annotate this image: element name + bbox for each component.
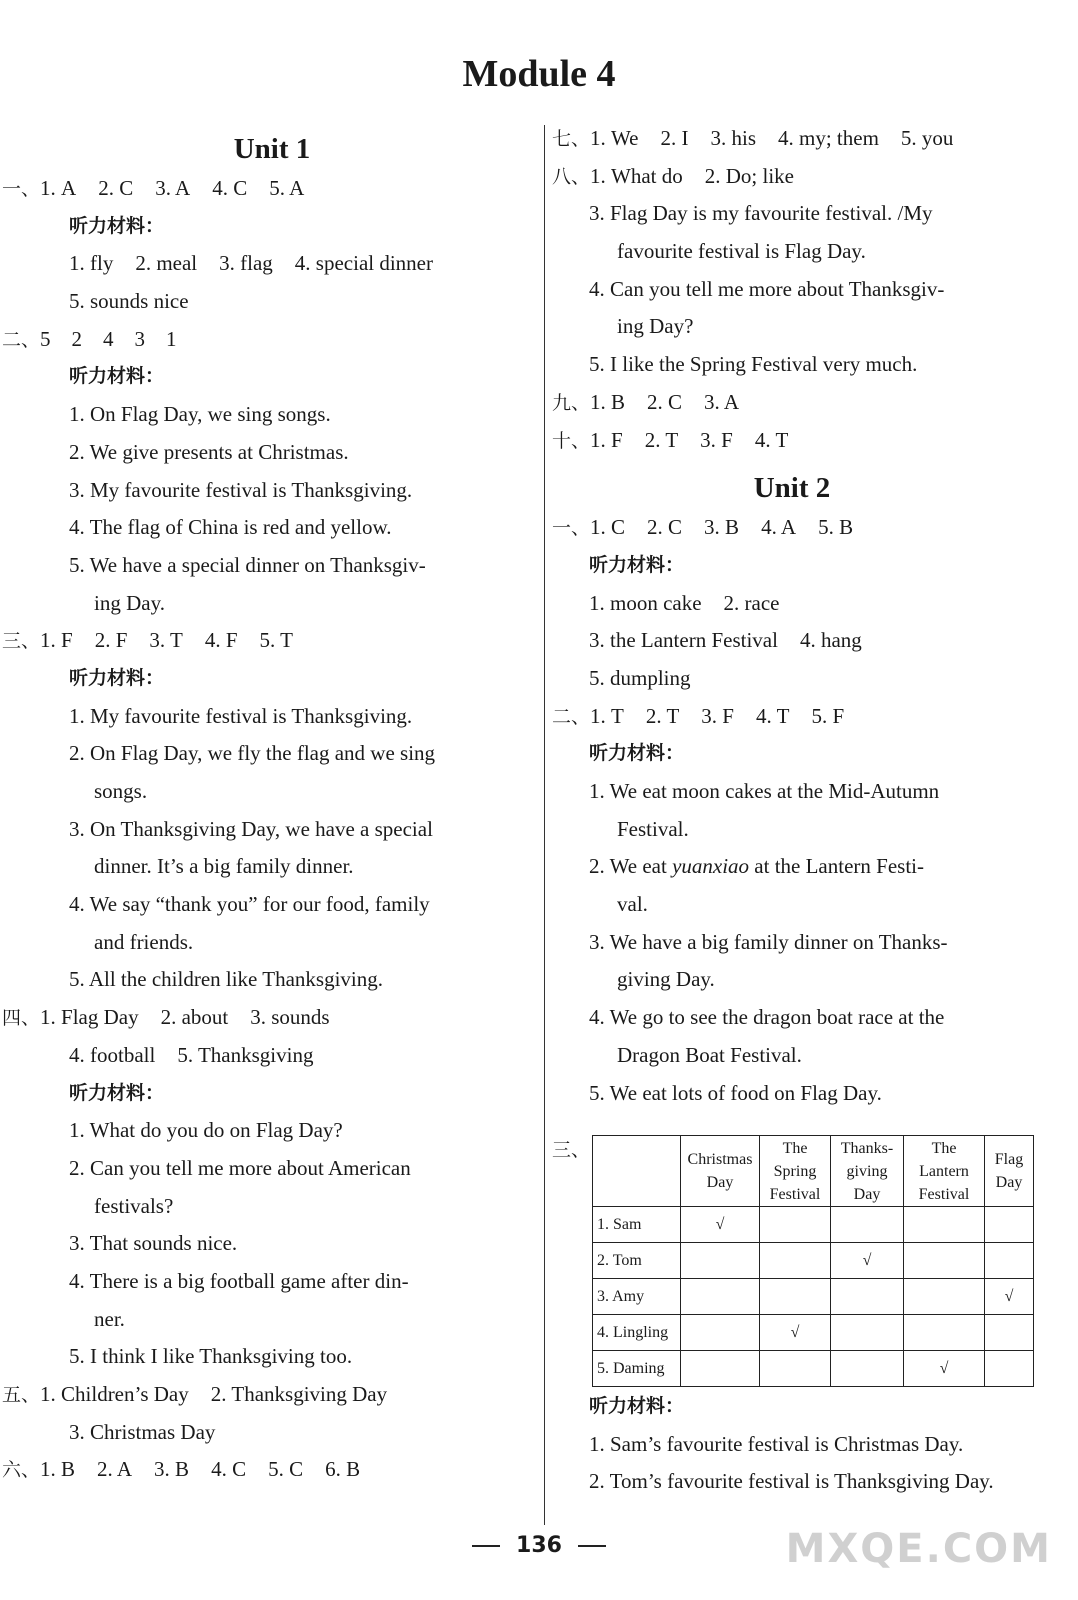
- check-cell: [831, 1207, 904, 1243]
- right-column: [552, 120, 1052, 1494]
- table-col-header: Christmas Day: [681, 1136, 760, 1207]
- listening-label: 听力材料：: [69, 1081, 165, 1104]
- u1-s2-script-3: 3. My favourite festival is Thanksgiving.: [69, 477, 413, 502]
- u1-s2-answers: 二、5 2 4 3 1: [2, 326, 177, 351]
- u1-s2-script-5b: ing Day.: [94, 590, 165, 615]
- u1-s6-answers: 六、1. B 2. A 3. B 4. C 5. C 6. B: [2, 1457, 361, 1482]
- u1-s3-script-5: 5. All the children like Thanksgiving.: [69, 967, 383, 992]
- watermark-logo: MXQE.COM: [785, 1526, 1052, 1572]
- u2-s1-answers: 一、1. C 2. C 3. B 4. A 5. B: [552, 515, 854, 540]
- check-cell: [904, 1279, 985, 1315]
- module-title: Module 4: [462, 53, 616, 95]
- check-cell: √: [904, 1351, 985, 1387]
- u1-s3-script-2b: songs.: [94, 779, 148, 803]
- u1-s4-answers-2: 4. football 5. Thanksgiving: [69, 1042, 314, 1067]
- check-cell: [985, 1243, 1034, 1279]
- check-cell: [985, 1315, 1034, 1351]
- u2-s2-script-4b: Dragon Boat Festival.: [617, 1042, 802, 1067]
- u2-s1-script-1: 1. moon cake 2. race: [589, 590, 780, 615]
- row-name: 4. Lingling: [593, 1315, 681, 1351]
- check-cell: √: [681, 1207, 760, 1243]
- u1-s3-script-1: 1. My favourite festival is Thanksgiving.: [69, 703, 413, 728]
- unit2-heading: Unit 2: [753, 472, 831, 505]
- u1-s9-answers: 九、1. B 2. C 3. A: [552, 389, 740, 414]
- check-cell: [760, 1207, 831, 1243]
- table-corner: [593, 1136, 681, 1207]
- u2-s2-script-4: 4. We go to see the dragon boat race at the: [589, 1005, 945, 1030]
- check-cell: [760, 1351, 831, 1387]
- u1-s8-line-3b: favourite festival is Flag Day.: [617, 239, 866, 264]
- check-cell: [681, 1243, 760, 1279]
- u2-s2-script-3: 3. We have a big family dinner on Thanks-: [589, 929, 948, 954]
- check-cell: [760, 1279, 831, 1315]
- table-row: [593, 1315, 1034, 1351]
- table-row: [593, 1243, 1034, 1279]
- u2-s2-script-2b: val.: [617, 892, 648, 917]
- u1-s7-answers: 七、1. We 2. I 3. his 4. my; them 5. you: [552, 126, 954, 150]
- row-name: 1. Sam: [593, 1207, 681, 1243]
- table-row: [593, 1279, 1034, 1315]
- u2-s1-script-3: 5. dumpling: [589, 665, 691, 690]
- table-col-header: Thanks- giving Day: [831, 1136, 904, 1207]
- check-cell: [904, 1207, 985, 1243]
- u1-s4-script-3: 3. That sounds nice.: [69, 1231, 238, 1256]
- u2-s2-script-1b: Festival.: [617, 816, 689, 841]
- table-col-header: The Spring Festival: [760, 1136, 831, 1207]
- check-cell: [831, 1315, 904, 1351]
- check-cell: √: [985, 1279, 1034, 1315]
- u1-s3-script-4: 4. We say “thank you” for our food, family: [69, 892, 430, 917]
- u1-s3-script-2: 2. On Flag Day, we fly the flag and we sing: [69, 741, 436, 766]
- check-cell: [760, 1243, 831, 1279]
- u1-s1-script-2: 5. sounds nice: [69, 289, 189, 314]
- check-cell: √: [831, 1243, 904, 1279]
- check-cell: [681, 1279, 760, 1315]
- check-cell: [831, 1351, 904, 1387]
- table-col-header: Flag Day: [985, 1136, 1034, 1207]
- listening-label: 听力材料：: [69, 666, 165, 689]
- u1-s3-script-4b: and friends.: [94, 929, 194, 954]
- u1-s4-script-2: 2. Can you tell me more about American: [69, 1155, 411, 1180]
- u1-s8-answers: 八、1. What do 2. Do; like: [552, 163, 794, 188]
- festival-table: [592, 1135, 1034, 1387]
- u1-s4-answers: 四、1. Flag Day 2. about 3. sounds: [2, 1005, 330, 1030]
- page-number: 136: [0, 1533, 1078, 1558]
- u1-s2-script-4: 4. The flag of China is red and yellow.: [69, 515, 392, 540]
- u2-s2-answers: 二、1. T 2. T 3. F 4. T 5. F: [552, 703, 845, 728]
- column-divider: [544, 125, 545, 1525]
- listening-label: 听力材料：: [589, 1395, 685, 1417]
- u1-s4-script-4b: ner.: [94, 1306, 125, 1331]
- u1-s5-answers: 五、1. Children’s Day 2. Thanksgiving Day: [2, 1382, 388, 1406]
- check-cell: [904, 1243, 985, 1279]
- u1-s10-answers: 十、1. F 2. T 3. F 4. T: [552, 427, 789, 452]
- u1-s4-script-1: 1. What do you do on Flag Day?: [69, 1118, 343, 1143]
- u2-s2-script-1: 1. We eat moon cakes at the Mid-Autumn: [589, 779, 940, 803]
- u2-s2-script-2: 2. We eat yuanxiao at the Lantern Festi-: [589, 854, 924, 879]
- u1-s3-script-3b: dinner. It’s a big family dinner.: [94, 854, 354, 879]
- row-name: 5. Daming: [593, 1351, 681, 1387]
- row-name: 2. Tom: [593, 1243, 681, 1279]
- row-name: 3. Amy: [593, 1279, 681, 1315]
- u1-s8-line-5: 5. I like the Spring Festival very much.: [589, 352, 918, 377]
- check-cell: √: [760, 1315, 831, 1351]
- u1-s5-answers-2: 3. Christmas Day: [69, 1419, 216, 1444]
- u1-s3-answers: 三、1. F 2. F 3. T 4. F 5. T: [2, 628, 293, 653]
- u2-s3-script: [589, 1388, 994, 1501]
- u1-s1-script: 1. fly 2. meal 3. flag 4. special dinner: [69, 251, 433, 276]
- check-cell: [904, 1315, 985, 1351]
- u1-s4-script-5: 5. I think I like Thanksgiving too.: [69, 1344, 353, 1369]
- u1-s4-script-2b: festivals?: [94, 1193, 174, 1218]
- listening-label: 听力材料：: [589, 553, 685, 576]
- unit1-heading: Unit 1: [233, 133, 311, 165]
- check-cell: [831, 1279, 904, 1315]
- check-cell: [985, 1351, 1034, 1387]
- u2-s2-script-3b: giving Day.: [617, 967, 715, 992]
- left-column: [2, 120, 532, 1489]
- u1-s2-script-2: 2. We give presents at Christmas.: [69, 439, 349, 464]
- check-cell: [681, 1351, 760, 1387]
- u2-s1-script-2: 3. the Lantern Festival 4. hang: [589, 628, 862, 653]
- u1-s1-answers: 一、1. A 2. C 3. A 4. C 5. A: [2, 176, 305, 200]
- u2-s3-mark: 三、: [552, 1139, 591, 1161]
- u1-s3-script-3: 3. On Thanksgiving Day, we have a special: [69, 816, 433, 841]
- u2-s3-script-2: 2. Tom’s favourite festival is Thanksgiving Day.: [589, 1469, 994, 1494]
- listening-label: 听力材料：: [69, 214, 165, 237]
- u2-s2-script-5: 5. We eat lots of food on Flag Day.: [589, 1080, 882, 1105]
- table-row: [593, 1207, 1034, 1243]
- u2-s3-script-1: 1. Sam’s favourite festival is Christmas Day.: [589, 1431, 964, 1456]
- u1-s8-line-4b: ing Day?: [617, 314, 694, 339]
- check-cell: [681, 1315, 760, 1351]
- u1-s2-script-5: 5. We have a special dinner on Thanksgiv-: [69, 552, 426, 577]
- check-cell: [985, 1207, 1034, 1243]
- table-col-header: The Lantern Festival: [904, 1136, 985, 1207]
- table-header-row: [593, 1136, 1034, 1207]
- u1-s4-script-4: 4. There is a big football game after din-: [69, 1268, 409, 1293]
- u1-s2-script-1: 1. On Flag Day, we sing songs.: [69, 402, 331, 427]
- listening-label: 听力材料：: [69, 365, 165, 388]
- u1-s8-line-3: 3. Flag Day is my favourite festival. /My: [589, 201, 933, 226]
- u1-s8-line-4: 4. Can you tell me more about Thanksgiv-: [589, 276, 945, 301]
- listening-label: 听力材料：: [589, 742, 685, 765]
- table-row: [593, 1351, 1034, 1387]
